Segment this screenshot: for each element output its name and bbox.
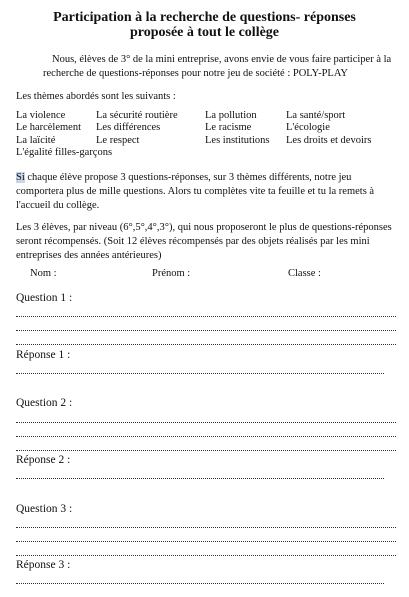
question-2-line[interactable] xyxy=(16,450,396,451)
theme-item: L'égalité filles-garçons xyxy=(16,147,113,159)
intro-line-1: Nous, élèves de 3° de la mini entreprise, avons envie de vous faire participer à la xyxy=(52,54,392,65)
theme-item: La violence xyxy=(16,110,66,121)
themes-heading: Les thèmes abordés sont les suivants : xyxy=(16,91,176,102)
themes-row xyxy=(16,110,406,122)
prenom-label: Prénom : xyxy=(152,268,191,279)
theme-item: L'écologie xyxy=(286,122,330,134)
rewards-paragraph: Les 3 élèves, par niveau (6°,5°,4°,3°), qui nous proposeront le plus de questions-réponses seront récompensés. (Soit 12 élèves récompensés par des objets réalisés par les mini entreprises des années antérieures) xyxy=(16,222,392,261)
question-2-label: Question 2 : xyxy=(16,397,73,409)
theme-item: Le respect xyxy=(96,134,140,146)
title-line-2: proposée à tout le collège xyxy=(129,25,280,40)
question-1-label: Question 1 : xyxy=(16,292,73,304)
classe-label: Classe : xyxy=(288,268,321,279)
instructions-paragraph xyxy=(16,171,396,213)
answer-1-line[interactable] xyxy=(16,373,384,374)
answer-2-line[interactable] xyxy=(16,478,384,479)
intro-line-2: recherche de questions-réponses pour notre jeu de société : POLY-PLAY xyxy=(43,68,349,79)
question-3-line[interactable] xyxy=(16,527,396,528)
question-3-line[interactable] xyxy=(16,555,396,556)
theme-item: La pollution xyxy=(205,110,257,121)
themes-row xyxy=(16,122,406,134)
theme-item: Les différences xyxy=(96,122,161,134)
theme-item: La santé/sport xyxy=(286,110,346,121)
theme-item: Le racisme xyxy=(205,122,252,134)
highlighted-word[interactable]: Si xyxy=(16,172,25,183)
nom-label: Nom : xyxy=(30,268,57,279)
question-3-line[interactable] xyxy=(16,541,396,542)
instructions-text: chaque élève propose 3 questions-réponses, sur 3 thèmes différents, notre jeu comportera plus de mille questions. Alors tu complètes vite ta feuille et tu la remets à l'accueil du collège. xyxy=(16,172,375,211)
question-1-line[interactable] xyxy=(16,316,396,317)
answer-3-label: Réponse 3 : xyxy=(16,559,71,571)
question-3-label: Question 3 : xyxy=(16,503,73,515)
themes-grid xyxy=(16,110,406,160)
answer-2-label: Réponse 2 : xyxy=(16,454,71,466)
answer-3-line[interactable] xyxy=(16,583,384,584)
theme-item: Les droits et devoirs xyxy=(286,134,372,146)
theme-item: La laïcité xyxy=(16,134,56,146)
themes-row xyxy=(16,147,406,159)
question-1-line[interactable] xyxy=(16,330,396,331)
theme-item: Le harcèlement xyxy=(16,122,81,134)
answer-1-label: Réponse 1 : xyxy=(16,349,71,361)
theme-item: La sécurité routière xyxy=(96,110,178,121)
title-line-1: Participation à la recherche de questions- réponses xyxy=(53,10,356,25)
theme-item: Les institutions xyxy=(205,134,270,146)
question-2-line[interactable] xyxy=(16,422,396,423)
themes-row xyxy=(16,135,406,147)
intro-paragraph xyxy=(43,53,402,81)
question-1-line[interactable] xyxy=(16,344,396,345)
question-2-line[interactable] xyxy=(16,436,396,437)
